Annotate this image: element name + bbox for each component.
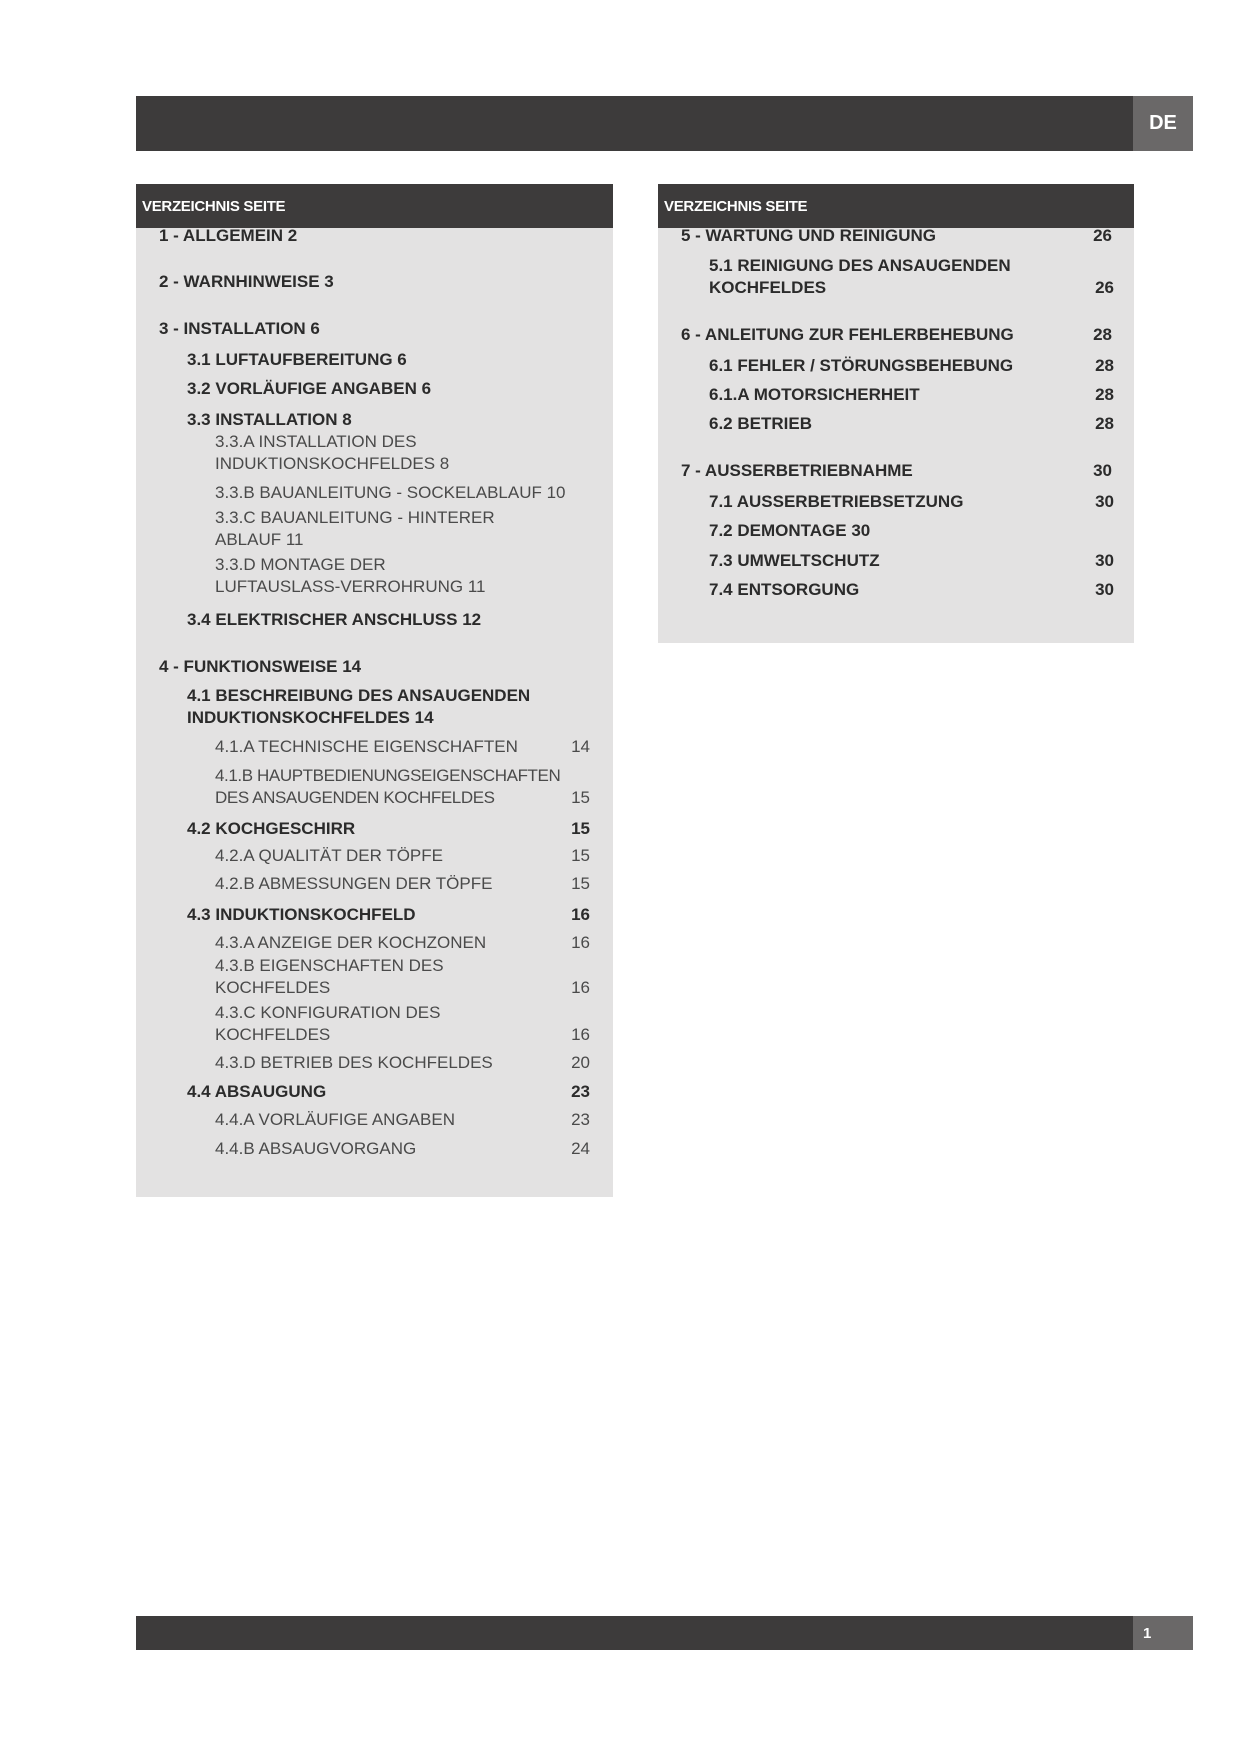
toc-entry[interactable]: 4.3 INDUKTIONSKOCHFELD 16: [187, 905, 590, 924]
toc-entry[interactable]: 4.4.A VORLÄUFIGE ANGABEN 23: [215, 1110, 590, 1129]
toc-entry[interactable]: 3.3 INSTALLATION 8: [187, 410, 352, 429]
toc-title-left: VERZEICHNIS SEITE: [142, 197, 286, 215]
footer-bar: [136, 1616, 1133, 1650]
toc-entry[interactable]: 4.3.B EIGENSCHAFTEN DES KOCHFELDES 16: [215, 956, 590, 997]
toc-entry[interactable]: 6.2 BETRIEB 28: [709, 414, 1114, 433]
toc-title-right: VERZEICHNIS SEITE: [664, 197, 808, 215]
toc-entry[interactable]: 3.2 VORLÄUFIGE ANGABEN 6: [187, 379, 432, 398]
toc-entry[interactable]: 4.4.B ABSAUGVORGANG 24: [215, 1139, 590, 1158]
toc-entry[interactable]: 3.3.D MONTAGE DER LUFTAUSLASS-VERROHRUNG 11: [215, 555, 486, 596]
toc-entry[interactable]: 7.3 UMWELTSCHUTZ 30: [709, 551, 1114, 570]
toc-entry[interactable]: 4.2.B ABMESSUNGEN DER TÖPFE 15: [215, 874, 590, 893]
toc-entry[interactable]: 4.1.A TECHNISCHE EIGENSCHAFTEN 14: [215, 737, 590, 756]
language-label: DE: [1149, 112, 1177, 134]
toc-panel-left: [136, 184, 613, 1197]
toc-header-left: [136, 184, 613, 228]
toc-entry[interactable]: 4.3.D BETRIEB DES KOCHFELDES 20: [215, 1053, 590, 1072]
toc-entry[interactable]: 4.3.A ANZEIGE DER KOCHZONEN 16: [215, 933, 590, 952]
page-number-badge: [1133, 1616, 1193, 1650]
toc-entry[interactable]: 6 - ANLEITUNG ZUR FEHLERBEHEBUNG 28: [681, 325, 1112, 344]
toc-entry[interactable]: 3.1 LUFTAUFBEREITUNG 6: [187, 350, 407, 369]
toc-entry[interactable]: 7.4 ENTSORGUNG 30: [709, 580, 1114, 599]
toc-entry[interactable]: 4.2.A QUALITÄT DER TÖPFE 15: [215, 846, 590, 865]
toc-entry[interactable]: 3.3.C BAUANLEITUNG - HINTERER ABLAUF 11: [215, 508, 495, 549]
toc-entry[interactable]: 7 - AUSSERBETRIEBNAHME 30: [681, 461, 1112, 480]
toc-entry[interactable]: 4.3.C KONFIGURATION DES KOCHFELDES 16: [215, 1003, 590, 1044]
toc-entry[interactable]: 4.2 KOCHGESCHIRR 15: [187, 819, 590, 838]
toc-entry[interactable]: 5 - WARTUNG UND REINIGUNG 26: [681, 226, 1112, 245]
toc-entry[interactable]: 3.4 ELEKTRISCHER ANSCHLUSS 12: [187, 610, 482, 629]
toc-entry[interactable]: 5.1 REINIGUNG DES ANSAUGENDEN KOCHFELDES 26: [709, 256, 1114, 297]
toc-entry[interactable]: 3 - INSTALLATION 6: [159, 319, 320, 338]
toc-entry[interactable]: 1 - ALLGEMEIN 2: [159, 226, 298, 245]
toc-entry[interactable]: 6.1 FEHLER / STÖRUNGSBEHEBUNG 28: [709, 356, 1114, 375]
toc-entry[interactable]: 7.1 AUSSERBETRIEBSETZUNG 30: [709, 492, 1114, 511]
toc-entry[interactable]: 4.1 BESCHREIBUNG DES ANSAUGENDEN INDUKTIONSKOCHFELDES 14: [187, 686, 531, 727]
language-badge: [1133, 96, 1193, 151]
toc-entry[interactable]: 2 - WARNHINWEISE 3: [159, 272, 334, 291]
toc-entry[interactable]: 4.4 ABSAUGUNG 23: [187, 1082, 590, 1101]
toc-entry[interactable]: 7.2 DEMONTAGE 30: [709, 521, 871, 540]
toc-entry[interactable]: 4.1.B HAUPTBEDIENUNGSEIGENSCHAFTEN DES ANSAUGENDEN KOCHFELDES 15: [215, 766, 590, 807]
toc-entry[interactable]: 6.1.A MOTORSICHERHEIT 28: [709, 385, 1114, 404]
header-bar: [136, 96, 1133, 151]
toc-header-right: [658, 184, 1134, 228]
toc-panel-right: [658, 184, 1134, 643]
page-number: 1: [1143, 1624, 1152, 1642]
toc-entry[interactable]: 3.3.A INSTALLATION DES INDUKTIONSKOCHFELDES 8: [215, 432, 450, 473]
toc-entry[interactable]: 4 - FUNKTIONSWEISE 14: [159, 657, 362, 676]
toc-entry[interactable]: 3.3.B BAUANLEITUNG - SOCKELABLAUF 10: [215, 483, 566, 502]
